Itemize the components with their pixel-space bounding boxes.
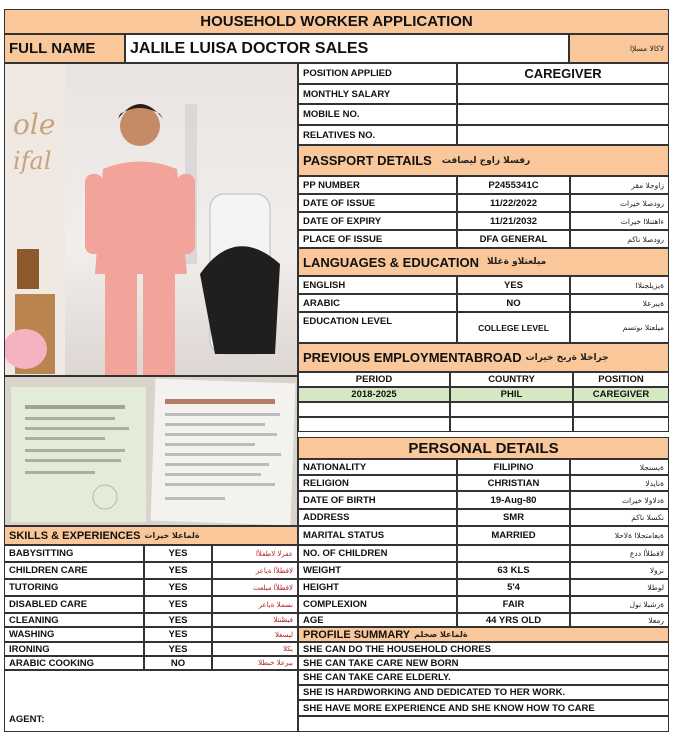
skill-arabic-cooking-value: NO (144, 656, 212, 670)
nationality-arabic: ةيسنجلا (570, 459, 669, 475)
skill-disabled-care-value: YES (144, 596, 212, 613)
issue-place-arabic: رودصلا ناكم (570, 230, 669, 248)
dob-value: 19-Aug-80 (457, 491, 570, 509)
languages-section-header (298, 248, 669, 276)
salary-value (457, 84, 669, 104)
passport-section-header (298, 145, 669, 176)
pp-number-arabic: زاوجلا مقر (570, 176, 669, 194)
skills-section-header (4, 526, 298, 545)
salary-label: MONTHLY SALARY (298, 84, 457, 104)
skill-babysitting-value: YES (144, 545, 212, 562)
passport-title: PASSPORT DETAILS (303, 153, 432, 168)
skill-tutoring-label: TUTORING (4, 579, 144, 596)
profile-line: SHE HAVE MORE EXPERIENCE AND SHE KNOW HOW TO CARE (298, 700, 669, 716)
profile-line: SHE CAN DO THE HOUSEHOLD CHORES (298, 642, 669, 656)
position-value: CAREGIVER (457, 63, 669, 84)
issue-place-value: DFA GENERAL (457, 230, 570, 248)
nationality-value: FILIPINO (457, 459, 570, 475)
skill-ironing-value: YES (144, 642, 212, 656)
age-label: AGE (298, 613, 457, 627)
full-name-value: JALILE LUISA DOCTOR SALES (125, 34, 569, 63)
employment-title-arabic: جراخلا ةربخ خيرات (525, 352, 609, 363)
address-arabic: نكسلا ناكم (570, 509, 669, 526)
marital-arabic: ةيعامتجلاا ةلاحلا (570, 526, 669, 545)
agent-label: AGENT: (9, 714, 45, 725)
personal-section-header: PERSONAL DETAILS (298, 437, 669, 459)
skill-washing-label: WASHING (4, 627, 144, 642)
employment-title: PREVIOUS EMPLOYMENTABROAD (303, 350, 522, 365)
education-arabic: ميلعتلا ىوتسم (570, 312, 669, 343)
skill-tutoring-arabic: لافطلأا ميلعت (212, 579, 298, 596)
weight-label: WEIGHT (298, 562, 457, 579)
languages-title: LANGUAGES & EDUCATION (303, 254, 479, 270)
employment-section-header (298, 343, 669, 372)
employment-country-cell: PHIL (450, 387, 573, 402)
skill-washing-arabic: ليسغلا (212, 627, 298, 642)
marital-label: MARITAL STATUS (298, 526, 457, 545)
period-header: PERIOD (298, 372, 450, 387)
svg-text:ifal: ifal (13, 147, 52, 175)
age-arabic: رمعلا (570, 613, 669, 627)
children-arabic: لافطلأا ددع (570, 545, 669, 562)
height-value: 5'4 (457, 579, 570, 596)
education-label: EDUCATION LEVEL (298, 312, 457, 343)
form-title: HOUSEHOLD WORKER APPLICATION (4, 9, 669, 34)
languages-title-arabic: ميلعتلاو ةغللا (486, 257, 547, 267)
employment-period-cell (298, 417, 450, 432)
skill-babysitting-label: BABYSITTING (4, 545, 144, 562)
position-label: POSITION APPLIED (298, 63, 457, 84)
address-label: ADDRESS (298, 509, 457, 526)
height-arabic: لوطلا (570, 579, 669, 596)
employment-period-cell: 2018-2025 (298, 387, 450, 402)
relatives-value (457, 125, 669, 145)
arabic-arabic: ةيبرعلا (570, 294, 669, 312)
skill-tutoring-value: YES (144, 579, 212, 596)
complexion-value: FAIR (457, 596, 570, 613)
agent-box (4, 670, 298, 732)
english-arabic: ةيزيلجنلاا (570, 276, 669, 294)
religion-label: RELIGION (298, 475, 457, 491)
profile-title: PROFILE SUMMARY (303, 628, 411, 641)
skill-cleaning-arabic: فيظنتلا (212, 613, 298, 627)
skill-children-care-label: CHILDREN CARE (4, 562, 144, 579)
english-value: YES (457, 276, 570, 294)
marital-value: MARRIED (457, 526, 570, 545)
issue-date-label: DATE OF ISSUE (298, 194, 457, 212)
expiry-date-arabic: ءاهتنلاا خيرات (570, 212, 669, 230)
skill-washing-value: YES (144, 627, 212, 642)
full-name-label: FULL NAME (4, 34, 125, 63)
religion-value: CHRISTIAN (457, 475, 570, 491)
country-header: COUNTRY (450, 372, 573, 387)
skill-disabled-care-label: DISABLED CARE (4, 596, 144, 613)
skill-children-care-arabic: لافطلأا ةياعر (212, 562, 298, 579)
arabic-label: ARABIC (298, 294, 457, 312)
skill-babysitting-arabic: عفرلا لاطفلأا (212, 545, 298, 562)
employment-country-cell (450, 417, 573, 432)
documents-photo-art (5, 377, 298, 526)
dob-arabic: ةدلاولا خيرات (570, 491, 669, 509)
skills-title: SKILLS & EXPERIENCES (9, 529, 141, 542)
svg-text:ole: ole (13, 108, 56, 141)
children-label: NO. OF CHILDREN (298, 545, 457, 562)
mobile-value (457, 104, 669, 125)
skill-arabic-cooking-arabic: يبرعلا خبطلا (212, 656, 298, 670)
issue-place-label: PLACE OF ISSUE (298, 230, 457, 248)
documents-photo (4, 376, 298, 526)
english-label: ENGLISH (298, 276, 457, 294)
skill-arabic-cooking-label: ARABIC COOKING (4, 656, 144, 670)
issue-date-arabic: رودصلا خيرات (570, 194, 669, 212)
address-value: SMR (457, 509, 570, 526)
full-name-arabic: لاكالا مسلإا (569, 34, 669, 63)
profile-title-arabic: ةلماعلا صخلم (414, 630, 468, 639)
nationality-label: NATIONALITY (298, 459, 457, 475)
employment-position-cell (573, 402, 669, 417)
weight-value: 63 KLS (457, 562, 570, 579)
skill-cleaning-label: CLEANING (4, 613, 144, 627)
profile-line: SHE CAN TAKE CARE ELDERLY. (298, 670, 669, 685)
employment-period-cell (298, 402, 450, 417)
pp-number-label: PP NUMBER (298, 176, 457, 194)
issue-date-value: 11/22/2022 (457, 194, 570, 212)
education-value: COLLEGE LEVEL (457, 312, 570, 343)
height-label: HEIGHT (298, 579, 457, 596)
complexion-label: COMPLEXION (298, 596, 457, 613)
position-header: POSITION (573, 372, 669, 387)
profile-line: SHE IS HARDWORKING AND DEDICATED TO HER WORK. (298, 685, 669, 700)
profile-line: SHE CAN TAKE CARE NEW BORN (298, 656, 669, 670)
weight-arabic: نزولا (570, 562, 669, 579)
expiry-date-value: 11/21/2032 (457, 212, 570, 230)
skill-children-care-value: YES (144, 562, 212, 579)
skills-title-arabic: ةلماعلا خيرات (144, 531, 200, 540)
employment-position-cell (573, 417, 669, 432)
skill-disabled-care-arabic: نسملا ةياعر (212, 596, 298, 613)
employment-country-cell (450, 402, 573, 417)
skill-ironing-arabic: يكلا (212, 642, 298, 656)
age-value: 44 YRS OLD (457, 613, 570, 627)
profile-blank-line (298, 716, 669, 732)
skill-ironing-label: IRONING (4, 642, 144, 656)
relatives-label: RELATIVES NO. (298, 125, 457, 145)
dob-label: DATE OF BIRTH (298, 491, 457, 509)
employment-position-cell: CAREGIVER (573, 387, 669, 402)
profile-section-header (298, 627, 669, 642)
passport-title-arabic: رفسلا زاوج ليصافت (441, 155, 531, 166)
arabic-value: NO (457, 294, 570, 312)
mobile-label: MOBILE NO. (298, 104, 457, 125)
pp-number-value: P2455341C (457, 176, 570, 194)
expiry-date-label: DATE OF EXPIRY (298, 212, 457, 230)
children-value (457, 545, 570, 562)
complexion-arabic: ةرشبلا نول (570, 596, 669, 613)
skill-cleaning-value: YES (144, 613, 212, 627)
religion-arabic: ةنايدلا (570, 475, 669, 491)
applicant-photo-art (5, 64, 298, 376)
applicant-photo (4, 63, 298, 376)
